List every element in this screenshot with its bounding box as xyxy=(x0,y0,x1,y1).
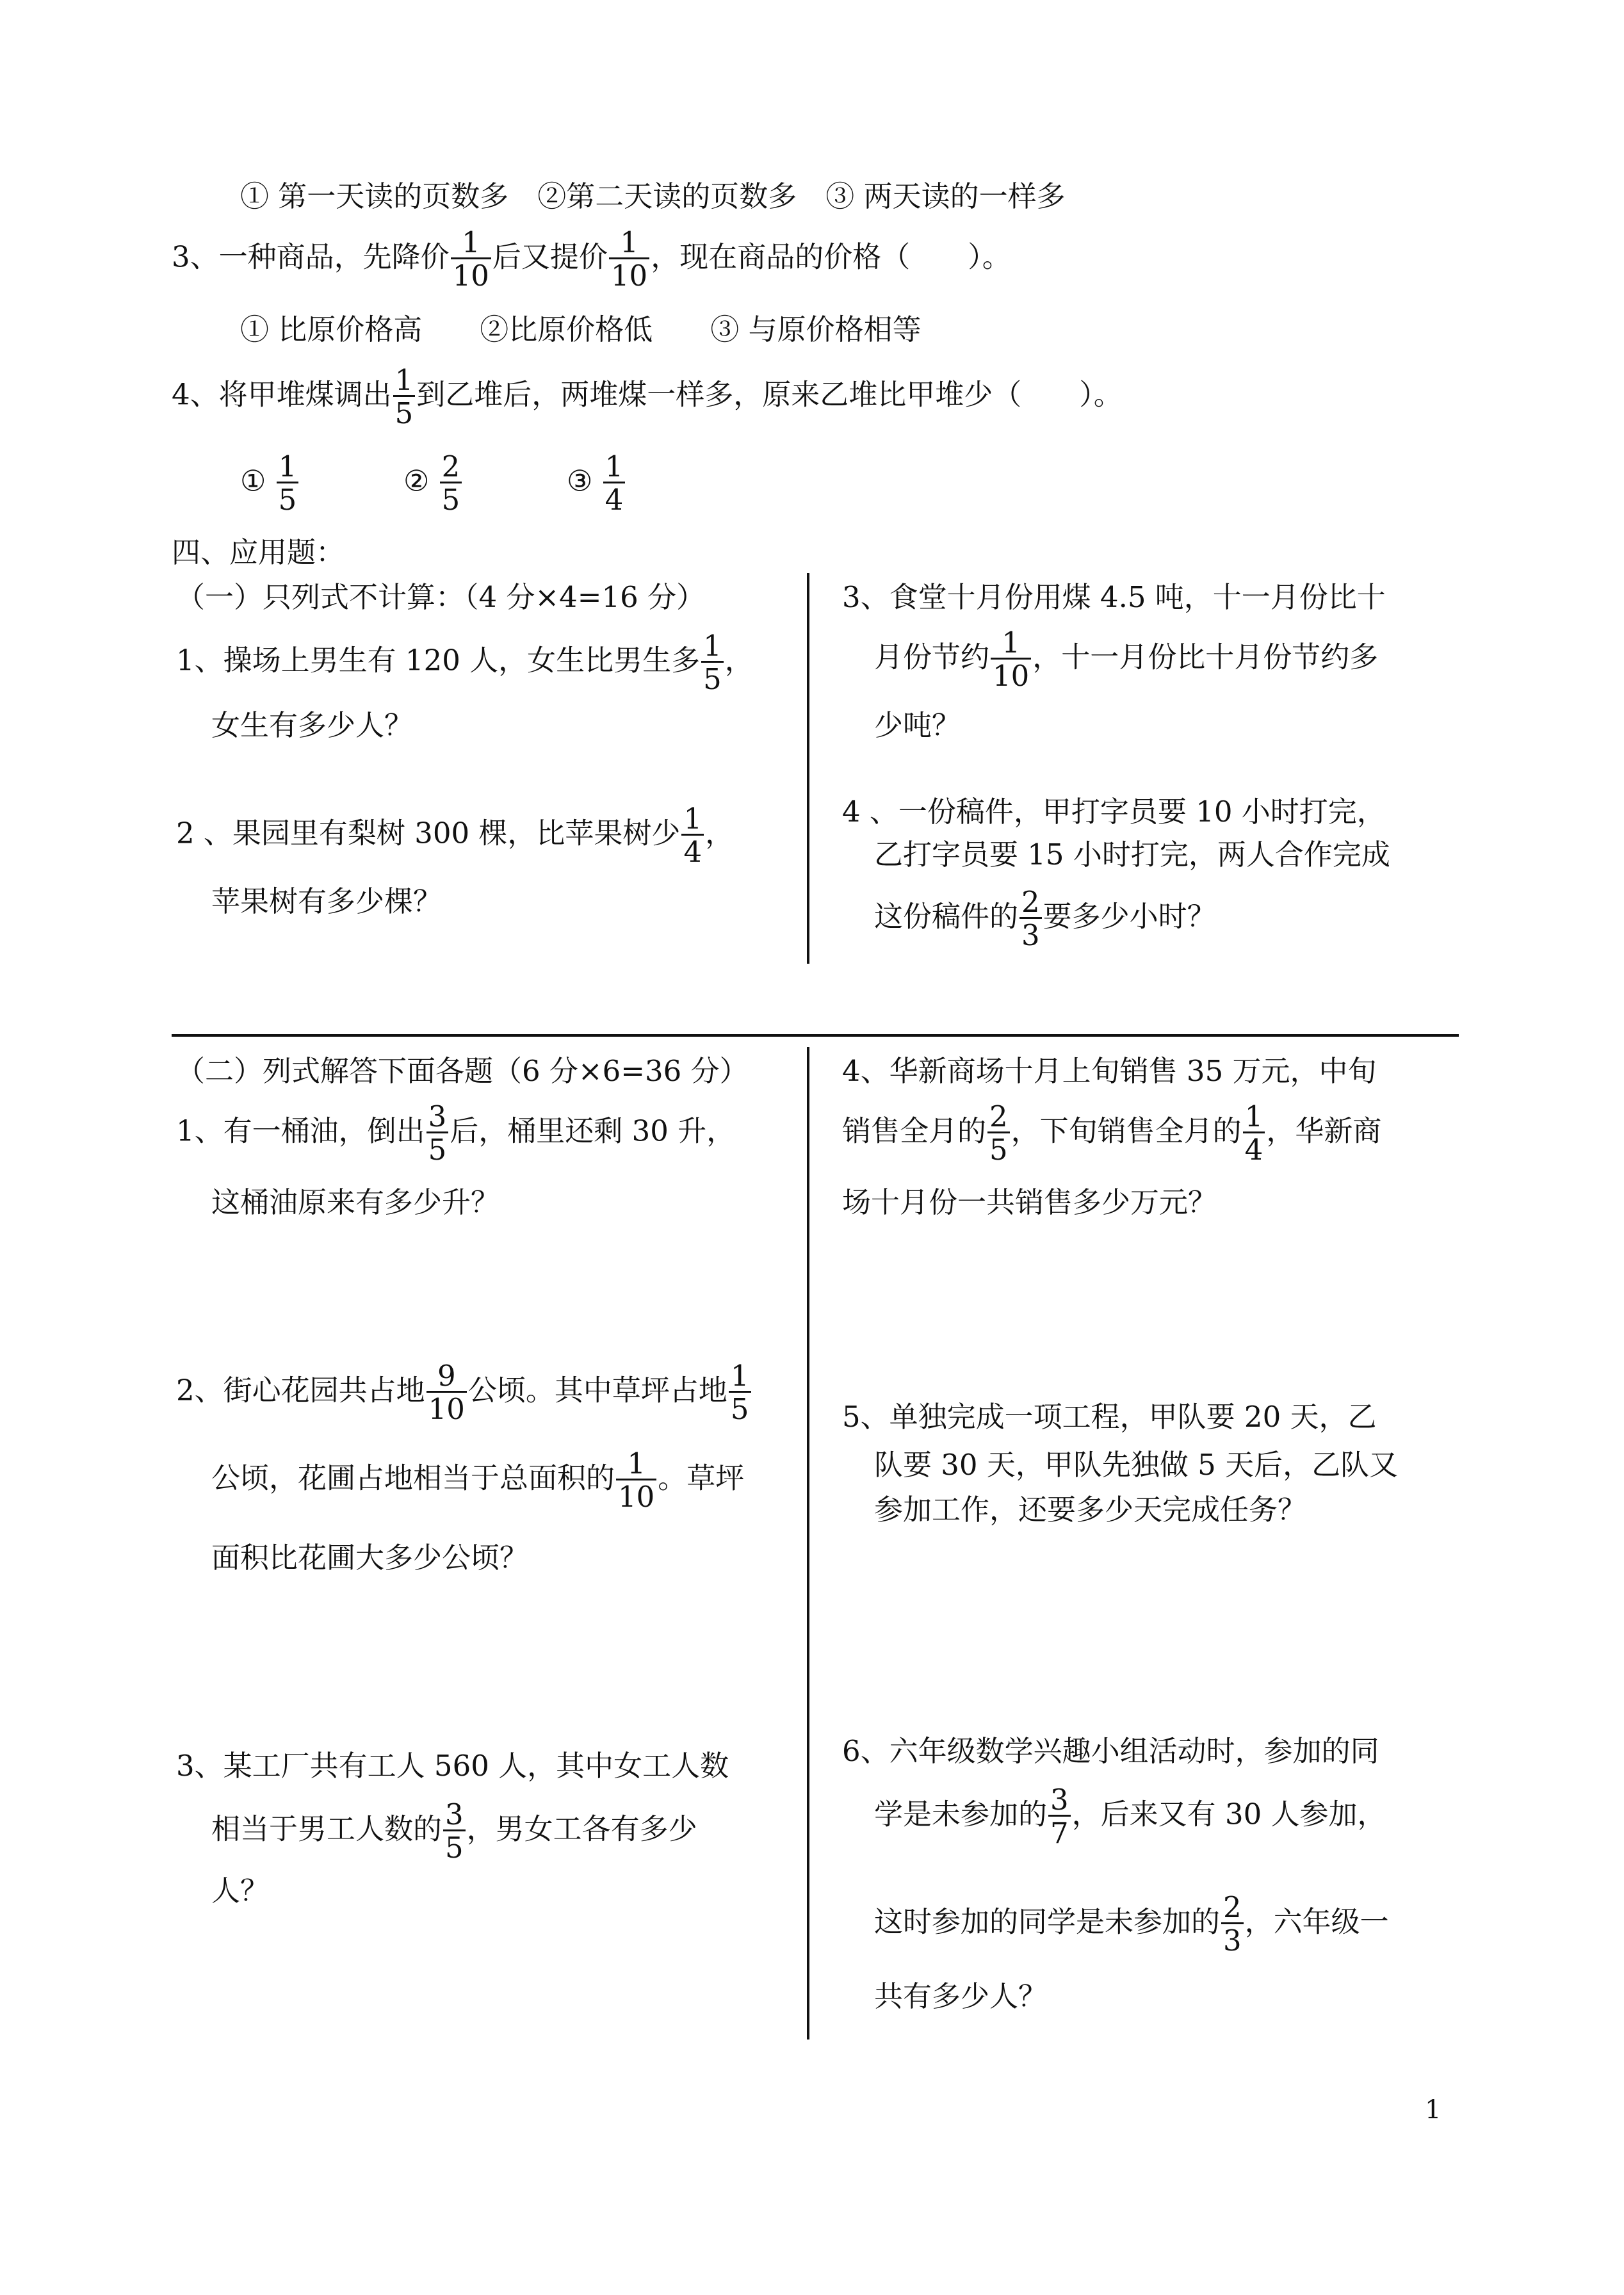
p2-q6-line1: 6、六年级数学兴趣小组活动时，参加的同 xyxy=(842,1734,1379,1768)
p1-q4-line2: 乙打字员要 15 小时打完，两人合作完成 xyxy=(874,838,1390,872)
fraction: $\frac{1}{5}$ xyxy=(729,1361,751,1425)
p2-q4-line3: 场十月份一共销售多少万元？ xyxy=(842,1185,1217,1219)
p2-q1-line2: 这桶油原来有多少升？ xyxy=(211,1185,500,1219)
p2-q6-line2: 学是未参加的 $\frac{3}{7}$ ，后来又有 30 人参加， xyxy=(874,1783,1386,1851)
fraction: $\frac{1}{10}$ xyxy=(991,628,1031,692)
fraction: $\frac{1}{10}$ xyxy=(451,227,491,291)
fraction: $\frac{1}{5}$ xyxy=(393,365,416,429)
fraction: $\frac{1}{10}$ xyxy=(609,227,649,291)
p1-q2-line2: 苹果树有多少棵？ xyxy=(211,884,443,918)
p2-q5-line1: 5、单独完成一项工程，甲队要 20 天，乙 xyxy=(842,1400,1377,1434)
fraction: $\frac{2}{5}$ xyxy=(987,1101,1010,1165)
page-number: 1 xyxy=(1425,2095,1441,2125)
p2-q3-line1: 3、某工厂共有工人 560 人，其中女工人数 xyxy=(176,1749,729,1783)
fraction: $\frac{2}{3}$ xyxy=(1019,887,1042,951)
p1-q3-line3: 少吨？ xyxy=(874,708,961,742)
p2-q3-line2: 相当于男工人数的 $\frac{3}{5}$ ，男女工各有多少 xyxy=(211,1797,697,1865)
q2-options: ① 第一天读的页数多 ②第二天读的页数多 ③ 两天读的一样多 xyxy=(240,179,1066,213)
fraction: $\frac{2}{3}$ xyxy=(1221,1892,1244,1956)
p2-q6-line3: 这时参加的同学是未参加的 $\frac{2}{3}$ ，六年级一 xyxy=(874,1890,1389,1958)
p2-q5-line3: 参加工作，还要多少天完成任务？ xyxy=(874,1493,1307,1527)
column-divider-bottom xyxy=(807,1047,809,2040)
q3-options: ① 比原价格高 ②比原价格低 ③ 与原价格相等 xyxy=(240,312,922,346)
p1-q2-line1: 2 、果园里有梨树 300 棵，比苹果树少 $\frac{1}{4}$ ， xyxy=(176,802,735,870)
fraction: $\frac{1}{5}$ xyxy=(277,451,299,515)
p2-q6-line4: 共有多少人？ xyxy=(874,1979,1048,2013)
fraction: $\frac{3}{5}$ xyxy=(443,1799,466,1863)
p2-q4-line2: 销售全月的 $\frac{2}{5}$ ，下旬销售全月的 $\frac{1}{4}$ ，华新商 xyxy=(842,1099,1382,1167)
p1-q3-line1: 3、食堂十月份用煤 4.5 吨，十一月份比十 xyxy=(842,580,1386,614)
fraction: $\frac{3}{7}$ xyxy=(1048,1785,1071,1849)
part1-title: （一）只列式不计算：（4 分×4=16 分） xyxy=(176,580,706,614)
section-title: 四、应用题： xyxy=(172,535,345,569)
fraction: $\frac{1}{10}$ xyxy=(616,1448,656,1512)
p2-q2-line3: 面积比花圃大多少公顷？ xyxy=(211,1541,529,1575)
fraction: $\frac{3}{5}$ xyxy=(426,1101,449,1165)
p2-q4-line1: 4、华新商场十月上旬销售 35 万元，中旬 xyxy=(842,1054,1377,1088)
p2-q5-line2: 队要 30 天，甲队先独做 5 天后，乙队又 xyxy=(874,1448,1399,1482)
p2-q2-line1: 2、街心花园共占地 $\frac{9}{10}$ 公顷。其中草坪占地 $\frac{1}{5}$ xyxy=(176,1361,752,1425)
q4-line: 4、将甲堆煤调出 $\frac{1}{5}$ 到乙堆后，两堆煤一样多，原来乙堆比甲堆少（ ）。 xyxy=(172,363,1123,431)
p1-q4-line3: 这份稿件的 $\frac{2}{3}$ 要多少小时？ xyxy=(874,885,1216,953)
fraction: $\frac{1}{4}$ xyxy=(603,451,626,515)
p2-q1-line1: 1、有一桶油，倒出 $\frac{3}{5}$ 后，桶里还剩 30 升， xyxy=(176,1099,736,1167)
q4-option-3: ③ $\frac{1}{4}$ xyxy=(567,451,626,515)
part2-title: （二）列式解答下面各题（6 分×6=36 分） xyxy=(176,1054,749,1088)
fraction: $\frac{9}{10}$ xyxy=(426,1361,467,1425)
p2-q3-line3: 人？ xyxy=(211,1874,270,1908)
q4-option-1: ① $\frac{1}{5}$ xyxy=(240,451,300,515)
section-divider xyxy=(172,1034,1459,1037)
p1-q3-line2: 月份节约 $\frac{1}{10}$ ，十一月份比十月份节约多 xyxy=(874,626,1379,693)
q4-option-2: ② $\frac{2}{5}$ xyxy=(403,451,463,515)
q3-line: 3、一种商品，先降价 $\frac{1}{10}$ 后又提价 $\frac{1}{10}$ ，现在商品的价格（ ）。 xyxy=(172,225,1011,293)
fraction: $\frac{2}{5}$ xyxy=(440,451,462,515)
p1-q4-line1: 4 、一份稿件，甲打字员要 10 小时打完， xyxy=(842,795,1386,829)
column-divider-top xyxy=(807,573,809,964)
fraction: $\frac{1}{4}$ xyxy=(1243,1101,1265,1165)
p1-q1-line2: 女生有多少人？ xyxy=(211,708,414,742)
fraction: $\frac{1}{4}$ xyxy=(681,804,704,868)
p2-q2-line2: 公顷，花圃占地相当于总面积的 $\frac{1}{10}$ 。草坪 xyxy=(211,1447,745,1514)
p1-q1-line1: 1、操场上男生有 120 人，女生比男生多 $\frac{1}{5}$ ， xyxy=(176,629,754,697)
fraction: $\frac{1}{5}$ xyxy=(701,631,724,695)
